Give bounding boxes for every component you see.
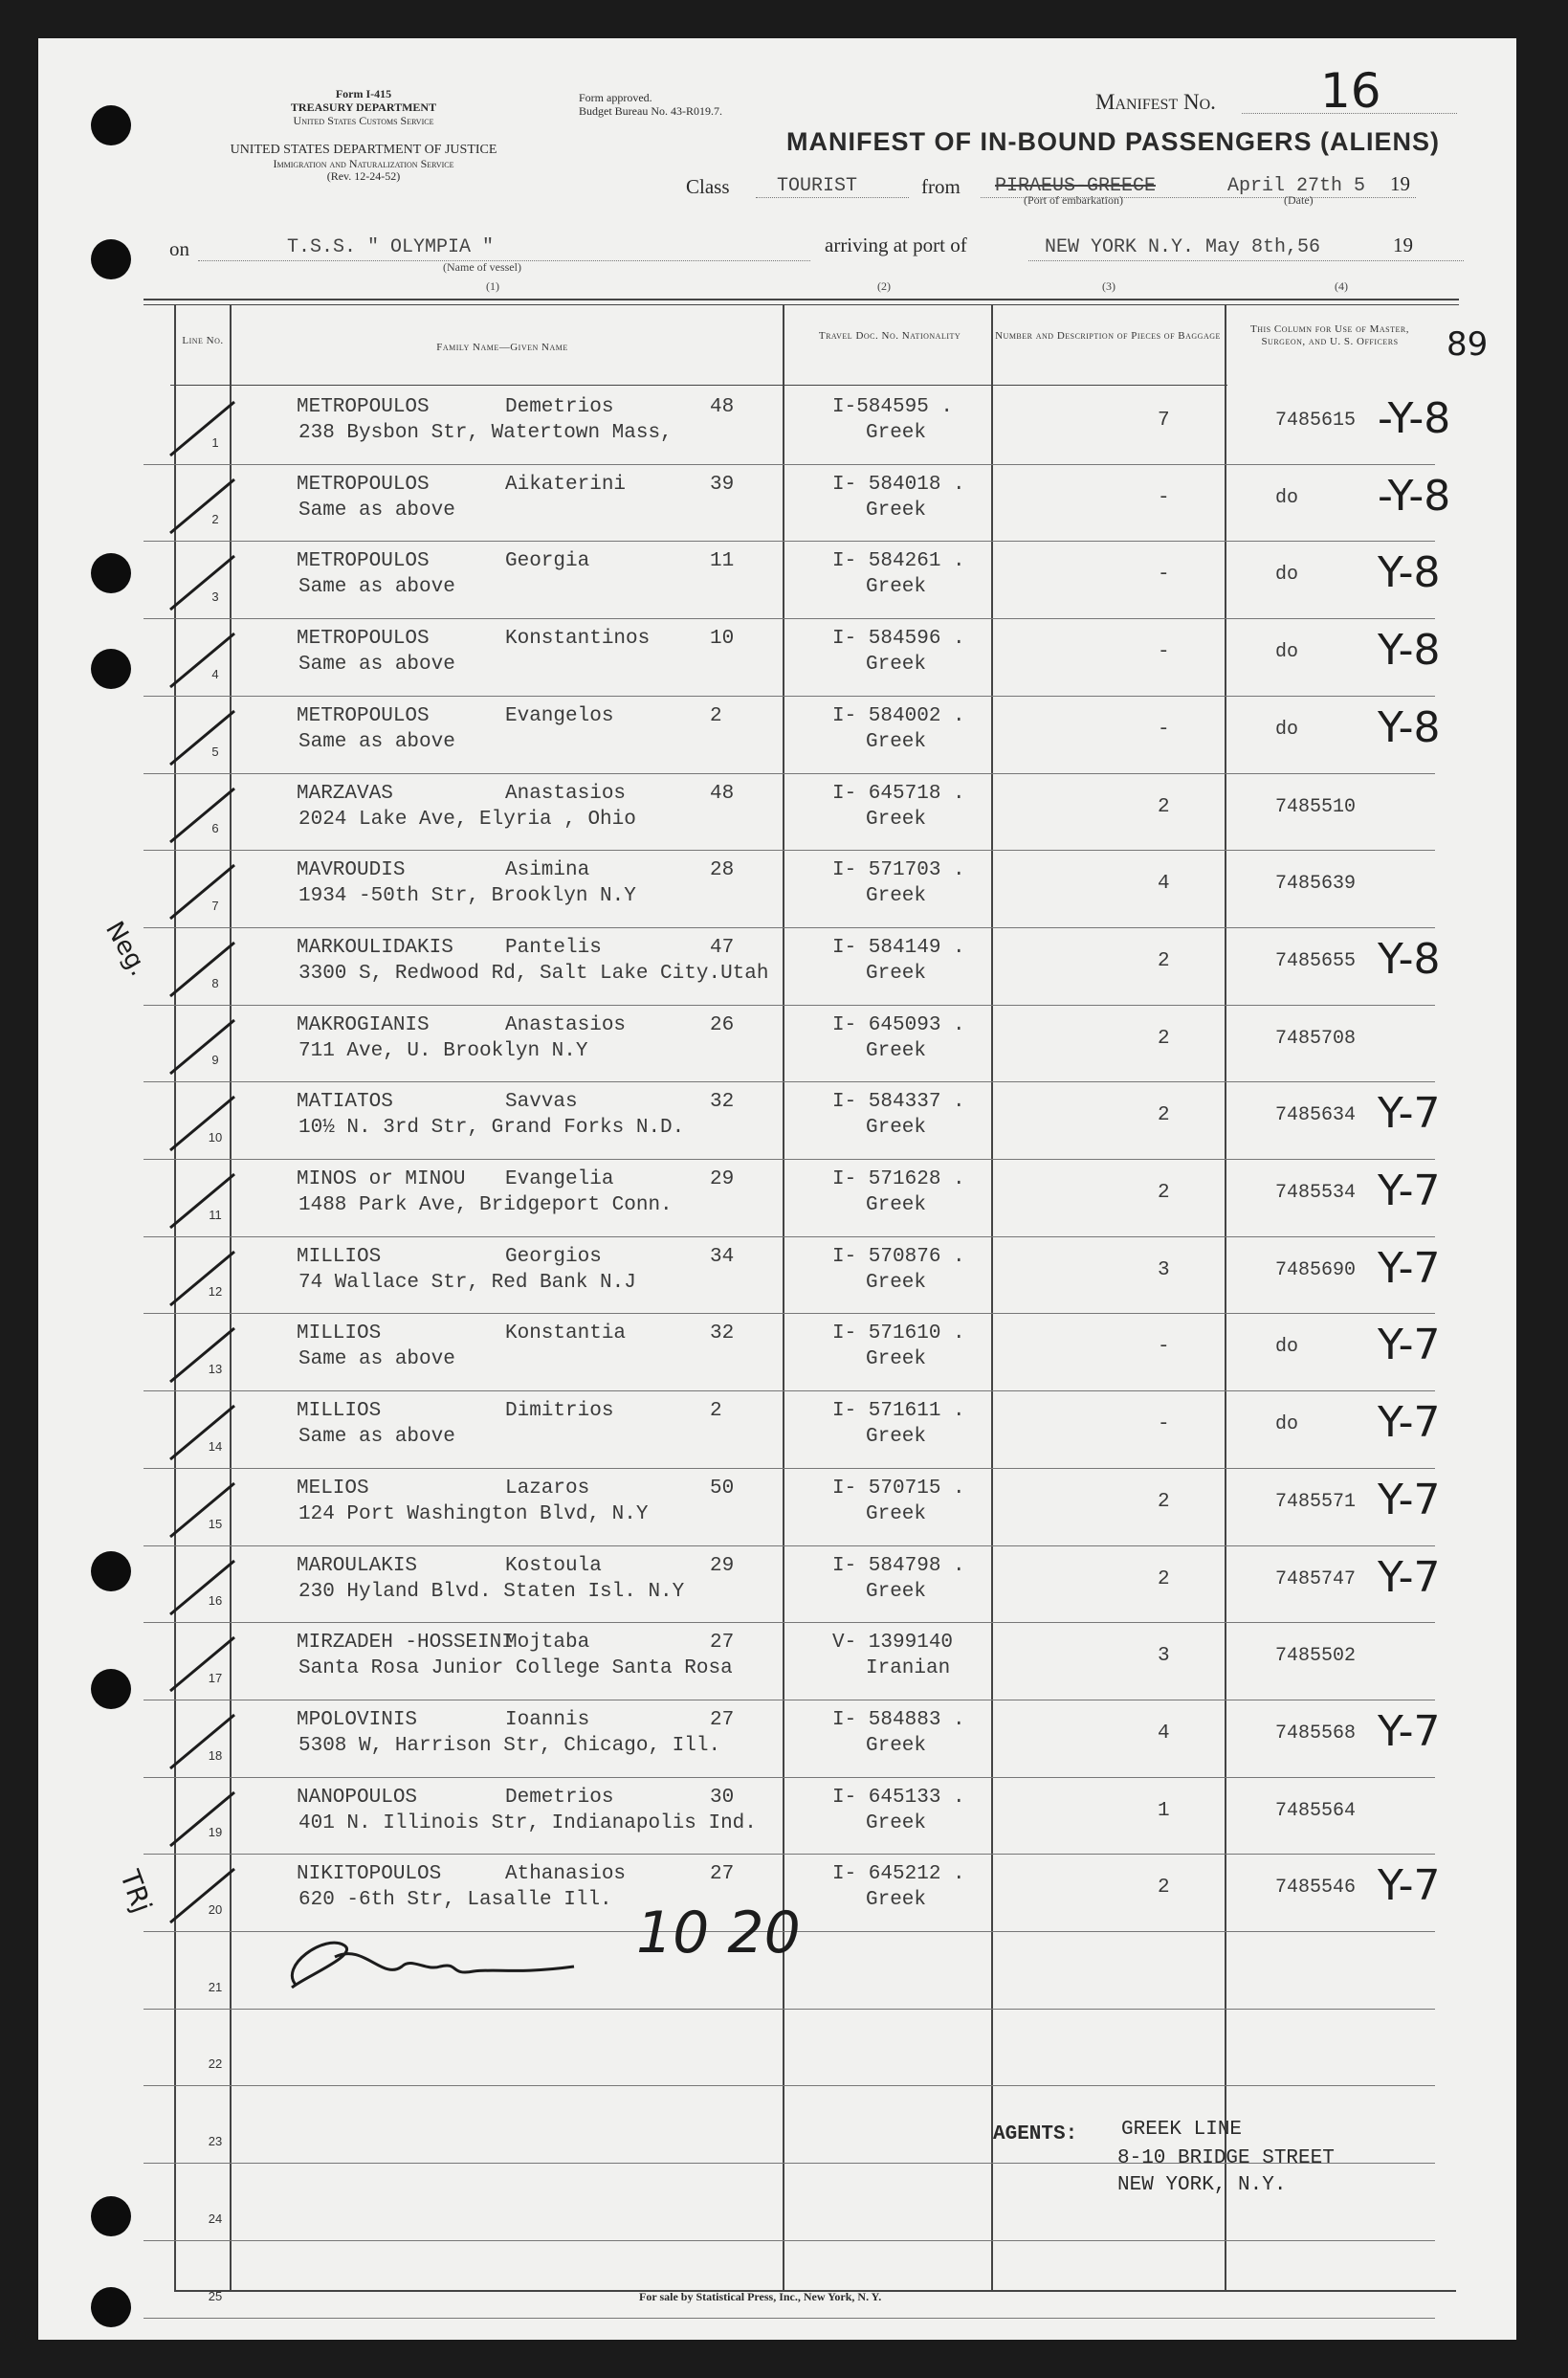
row-divider (144, 1005, 1435, 1006)
class-label: Class (686, 175, 730, 198)
baggage-count: 3 (1158, 1258, 1170, 1281)
line-number: 20 (208, 1902, 223, 1917)
manifest-title: MANIFEST OF IN-BOUND PASSENGERS (ALIENS) (786, 127, 1441, 156)
travel-doc-number: I-584595 . (832, 396, 954, 418)
col-num-2: (2) (877, 279, 891, 293)
agent-address: 8-10 BRIDGE STREET (1117, 2147, 1335, 2169)
punch-hole (91, 1669, 131, 1709)
corner-mark: 89 (1447, 325, 1489, 364)
travel-doc-number: I- 570876 . (832, 1245, 965, 1268)
vessel-name: T.S.S. " OLYMPIA " (287, 236, 495, 258)
from-label: from (921, 175, 961, 198)
col-num-3: (3) (1102, 279, 1115, 293)
officer-number: 7485534 (1275, 1182, 1357, 1204)
passenger-address: 1934 -50th Str, Brooklyn N.Y (298, 885, 636, 908)
nationality: Greek (866, 808, 927, 831)
inspection-mark: -Y-8 (1378, 394, 1451, 443)
line-number: 3 (211, 589, 219, 605)
officer-number: 7485634 (1275, 1104, 1357, 1127)
nationality: Greek (866, 1811, 927, 1834)
punch-hole (91, 2287, 131, 2327)
travel-doc-number: I- 571628 . (832, 1168, 965, 1190)
inspection-mark: Y-7 (1378, 1167, 1441, 1215)
baggage-count: 7 (1158, 410, 1170, 432)
passenger-surname: MELIOS (297, 1477, 369, 1500)
row-divider (144, 1468, 1435, 1469)
nationality: Greek (866, 962, 927, 985)
passenger-age: 29 (710, 1168, 735, 1190)
passenger-surname: MARKOULIDAKIS (297, 936, 453, 959)
line-number: 24 (208, 2211, 223, 2226)
check-mark (163, 474, 249, 541)
row-divider (144, 2009, 1435, 2010)
passenger-address: Same as above (298, 576, 455, 599)
line-number: 14 (208, 1438, 223, 1454)
passenger-address: 238 Bysbon Str, Watertown Mass, (298, 422, 673, 444)
line-number: 16 (208, 1593, 223, 1609)
ins-service: Immigration and Naturalization Service (273, 157, 454, 170)
baggage-count: 1 (1158, 1799, 1170, 1822)
passenger-surname: MATIATOS (297, 1091, 393, 1114)
passenger-address: 230 Hyland Blvd. Staten Isl. N.Y (298, 1580, 685, 1603)
passenger-given-name: Anastasios (505, 782, 627, 805)
passenger-age: 48 (710, 396, 735, 418)
passenger-address: 620 -6th Str, Lasalle Ill. (298, 1889, 612, 1912)
nationality: Greek (866, 1580, 927, 1603)
travel-doc-number: I- 584002 . (832, 704, 965, 727)
tally-mark: 10 20 (636, 1900, 801, 1967)
line-number: 10 (208, 1130, 223, 1145)
officer-number: 7485568 (1275, 1722, 1357, 1745)
officer-number: 7485639 (1275, 873, 1357, 896)
passenger-given-name: Konstantia (505, 1322, 627, 1345)
row-divider (144, 1313, 1435, 1314)
check-mark (163, 1555, 249, 1622)
line-number: 7 (211, 898, 219, 913)
baggage-count: 2 (1158, 1182, 1170, 1204)
line-number: 2 (211, 512, 219, 527)
treasury-dept: TREASURY DEPARTMENT (290, 100, 437, 114)
row-divider (144, 2085, 1435, 2086)
passenger-given-name: Mojtaba (505, 1632, 590, 1655)
printer-footer: For sale by Statistical Press, Inc., New York, N. Y. (639, 2290, 882, 2303)
travel-doc-number: I- 571703 . (832, 859, 965, 882)
passenger-address: 5308 W, Harrison Str, Chicago, Ill. (298, 1734, 721, 1757)
row-divider (144, 773, 1435, 774)
officer-number: do (1275, 1336, 1299, 1359)
officer-number: 7485708 (1275, 1027, 1357, 1050)
inspection-mark: Y-7 (1378, 1243, 1441, 1293)
inspection-mark: Y-7 (1378, 1321, 1441, 1370)
passenger-given-name: Kostoula (505, 1554, 602, 1577)
check-mark (163, 550, 249, 617)
passenger-age: 27 (710, 1632, 735, 1655)
on-label: on (169, 237, 189, 260)
nationality: Greek (866, 1426, 927, 1449)
date-caption: (Date) (1284, 193, 1314, 207)
passenger-surname: MILLIOS (297, 1400, 382, 1423)
check-mark (163, 783, 249, 850)
check-mark (163, 1246, 249, 1313)
passenger-age: 11 (710, 550, 735, 573)
vessel-caption: (Name of vessel) (443, 260, 521, 274)
passenger-given-name: Athanasios (505, 1863, 627, 1886)
year-suffix-2: 19 (1393, 233, 1413, 256)
baggage-count: 2 (1158, 1490, 1170, 1513)
line-number: 17 (208, 1670, 223, 1685)
nationality: Greek (866, 1271, 927, 1294)
passenger-address: 401 N. Illinois Str, Indianapolis Ind. (298, 1811, 757, 1834)
embarkation-date: April 27th 5 (1227, 175, 1366, 197)
officer-number: 7485615 (1275, 410, 1357, 432)
passenger-address: Same as above (298, 1348, 455, 1371)
line-number: 8 (211, 975, 219, 990)
passenger-surname: METROPOULOS (297, 628, 430, 651)
check-mark (163, 1709, 249, 1776)
check-mark (163, 1863, 249, 1930)
check-mark (163, 1322, 249, 1389)
nationality: Greek (866, 1117, 927, 1140)
passenger-surname: MARZAVAS (297, 782, 393, 805)
agents-label: AGENTS: (993, 2123, 1078, 2145)
punch-hole (91, 239, 131, 279)
row-divider (144, 1777, 1435, 1778)
travel-doc-number: I- 584596 . (832, 628, 965, 651)
passenger-age: 34 (710, 1245, 735, 1268)
passenger-surname: METROPOULOS (297, 704, 430, 727)
passenger-address: 124 Port Washington Blvd, N.Y (298, 1502, 649, 1525)
check-mark (163, 1091, 249, 1158)
nationality: Greek (866, 730, 927, 753)
passenger-age: 10 (710, 628, 735, 651)
margin-note-neg: Neg. (99, 917, 154, 982)
passenger-surname: MAVROUDIS (297, 859, 406, 882)
row-divider (144, 850, 1435, 851)
passenger-age: 2 (710, 704, 722, 727)
officer-number: do (1275, 1413, 1299, 1436)
row-divider (144, 696, 1435, 697)
arriving-label: arriving at port of (825, 233, 967, 256)
customs-service: United States Customs Service (293, 114, 434, 127)
passenger-given-name: Aikaterini (505, 473, 627, 496)
check-mark (163, 396, 249, 463)
row-divider (144, 618, 1435, 619)
passenger-age: 39 (710, 473, 735, 496)
check-mark (163, 1168, 249, 1235)
travel-doc-number: V- 1399140 (832, 1632, 954, 1655)
travel-doc-number: I- 645212 . (832, 1863, 965, 1886)
passenger-given-name: Georgios (505, 1245, 602, 1268)
inspection-mark: Y-7 (1378, 1552, 1441, 1602)
passenger-surname: MILLIOS (297, 1322, 382, 1345)
travel-doc-number: I- 584798 . (832, 1554, 965, 1577)
travel-doc-number: I- 645093 . (832, 1013, 965, 1036)
travel-doc-number: I- 584149 . (832, 936, 965, 959)
port-of-embarkation: PIRAEUS-GREECE (995, 175, 1157, 197)
line-number: 12 (208, 1284, 223, 1300)
passenger-age: 27 (710, 1863, 735, 1886)
passenger-surname: MINOS or MINOU (297, 1168, 466, 1190)
baggage-count: 4 (1158, 873, 1170, 896)
passenger-given-name: Anastasios (505, 1013, 627, 1036)
baggage-count: - (1158, 564, 1170, 587)
check-mark (163, 1400, 249, 1467)
inspection-mark: -Y-8 (1378, 471, 1451, 521)
line-number: 5 (211, 744, 219, 759)
baggage-count: - (1158, 486, 1170, 509)
col-header-officers: This Column for Use of Master, Surgeon, and U. S. Officers (1250, 323, 1409, 347)
baggage-count: - (1158, 1336, 1170, 1359)
travel-doc-number: I- 571610 . (832, 1322, 965, 1345)
officer-number: 7485571 (1275, 1490, 1357, 1513)
passenger-address: Santa Rosa Junior College Santa Rosa (298, 1657, 733, 1680)
travel-doc-number: I- 584883 . (832, 1708, 965, 1731)
passenger-address: Same as above (298, 730, 455, 753)
passenger-surname: NANOPOULOS (297, 1786, 418, 1809)
inspection-mark: Y-8 (1378, 934, 1441, 984)
check-mark (163, 628, 249, 695)
margin-note-tr: TRj (113, 1866, 159, 1917)
travel-doc-number: I- 645133 . (832, 1786, 965, 1809)
nationality: Greek (866, 1194, 927, 1216)
inspection-mark: Y-7 (1378, 1089, 1441, 1139)
travel-doc-number: I- 584337 . (832, 1091, 965, 1114)
class-value: TOURIST (777, 175, 858, 197)
passenger-age: 28 (710, 859, 735, 882)
inspection-mark: Y-7 (1378, 1475, 1441, 1524)
line-number: 1 (211, 434, 219, 450)
passenger-address: 10½ N. 3rd Str, Grand Forks N.D. (298, 1117, 685, 1140)
line-number: 18 (208, 1747, 223, 1763)
line-number: 9 (211, 1053, 219, 1068)
passenger-given-name: Demetrios (505, 396, 614, 418)
row-divider (144, 1081, 1435, 1082)
passenger-address: Same as above (298, 654, 455, 677)
manifest-number: 16 (1320, 63, 1381, 119)
passenger-surname: MPOLOVINIS (297, 1708, 418, 1731)
row-divider (144, 927, 1435, 928)
form-number: Form I-415 (335, 87, 392, 100)
nationality: Greek (866, 499, 927, 522)
check-mark (163, 859, 249, 926)
passenger-age: 29 (710, 1554, 735, 1577)
passenger-given-name: Evangelos (505, 704, 614, 727)
col-header-line-no: Line No. (182, 335, 224, 346)
row-divider (144, 1622, 1435, 1623)
col-num-1: (1) (486, 279, 499, 293)
passenger-address: Same as above (298, 499, 455, 522)
arrival-port-date: NEW YORK N.Y. May 8th,56 (1045, 236, 1321, 258)
nationality: Greek (866, 1039, 927, 1062)
officer-number: do (1275, 718, 1299, 741)
budget-bureau: Budget Bureau No. 43-R019.7. (579, 104, 722, 118)
passenger-age: 27 (710, 1708, 735, 1731)
row-divider (144, 1236, 1435, 1237)
col-num-4: (4) (1335, 279, 1348, 293)
passenger-age: 26 (710, 1013, 735, 1036)
passenger-address: 1488 Park Ave, Bridgeport Conn. (298, 1194, 673, 1216)
line-number: 25 (208, 2288, 223, 2303)
passenger-given-name: Dimitrios (505, 1400, 614, 1423)
row-divider (144, 2318, 1435, 2319)
nationality: Greek (866, 885, 927, 908)
inspection-mark: Y-8 (1378, 702, 1441, 752)
row-divider (144, 1390, 1435, 1391)
passenger-age: 32 (710, 1091, 735, 1114)
travel-doc-number: I- 584018 . (832, 473, 965, 496)
passenger-surname: MAROULAKIS (297, 1554, 418, 1577)
baggage-count: - (1158, 718, 1170, 741)
officer-number: 7485564 (1275, 1799, 1357, 1822)
check-mark (163, 1478, 249, 1545)
row-divider (144, 1854, 1435, 1855)
nationality: Greek (866, 654, 927, 677)
row-divider (144, 2240, 1435, 2241)
punch-hole (91, 649, 131, 689)
passenger-surname: METROPOULOS (297, 396, 430, 418)
passenger-age: 47 (710, 936, 735, 959)
passenger-age: 50 (710, 1477, 735, 1500)
baggage-count: 2 (1158, 795, 1170, 818)
baggage-count: 3 (1158, 1645, 1170, 1668)
agent-name: GREEK LINE (1121, 2119, 1243, 2141)
port-embark-caption: (Port of embarkation) (1024, 193, 1123, 207)
officer-number: 7485546 (1275, 1877, 1357, 1900)
nationality: Greek (866, 1734, 927, 1757)
passenger-given-name: Lazaros (505, 1477, 590, 1500)
line-number: 15 (208, 1516, 223, 1531)
officer-number: 7485690 (1275, 1258, 1357, 1281)
revision: (Rev. 12-24-52) (326, 169, 401, 183)
passenger-surname: METROPOULOS (297, 550, 430, 573)
passenger-given-name: Evangelia (505, 1168, 614, 1190)
passenger-surname: METROPOULOS (297, 473, 430, 496)
travel-doc-number: I- 571611 . (832, 1400, 965, 1423)
line-number: 13 (208, 1362, 223, 1377)
baggage-count: 2 (1158, 1877, 1170, 1900)
line-number: 11 (209, 1207, 222, 1222)
passenger-address: 74 Wallace Str, Red Bank N.J (298, 1271, 636, 1294)
line-number: 23 (208, 2134, 223, 2149)
officer-number: 7485747 (1275, 1567, 1357, 1590)
officer-number: do (1275, 564, 1299, 587)
agent-city: NEW YORK, N.Y. (1117, 2174, 1287, 2196)
officer-number: do (1275, 486, 1299, 509)
nationality: Iranian (866, 1657, 951, 1680)
passenger-age: 32 (710, 1322, 735, 1345)
passenger-age: 30 (710, 1786, 735, 1809)
row-divider (144, 541, 1435, 542)
passenger-surname: NIKITOPOULOS (297, 1863, 442, 1886)
nationality: Greek (866, 576, 927, 599)
passenger-given-name: Asimina (505, 859, 590, 882)
officer-number: do (1275, 641, 1299, 664)
officer-number: 7485502 (1275, 1645, 1357, 1668)
col-header-name: Family Name—Given Name (436, 342, 568, 353)
col-header-travel-doc: Travel Doc. No. Nationality (818, 330, 961, 342)
baggage-count: - (1158, 1413, 1170, 1436)
nationality: Greek (866, 1348, 927, 1371)
baggage-count: 4 (1158, 1722, 1170, 1745)
passenger-surname: MILLIOS (297, 1245, 382, 1268)
punch-hole (91, 2196, 131, 2236)
passenger-given-name: Demetrios (505, 1786, 614, 1809)
passenger-age: 2 (710, 1400, 722, 1423)
nationality: Greek (866, 422, 927, 444)
year-suffix: 19 (1390, 172, 1410, 195)
manifest-no-label: Manifest No. (1095, 90, 1216, 114)
form-approved: Form approved. (579, 91, 652, 104)
nationality: Greek (866, 1889, 927, 1912)
passenger-surname: MAKROGIANIS (297, 1013, 430, 1036)
check-mark (163, 1014, 249, 1081)
inspection-mark: Y-8 (1378, 626, 1441, 676)
inspection-mark: Y-7 (1378, 1398, 1441, 1448)
passenger-address: 711 Ave, U. Brooklyn N.Y (298, 1039, 588, 1062)
check-mark (163, 705, 249, 772)
line-number: 19 (208, 1825, 223, 1840)
punch-hole (91, 1551, 131, 1591)
passenger-surname: MIRZADEH -HOSSEINI (297, 1632, 514, 1655)
line-number: 6 (211, 821, 219, 836)
col-header-baggage: Number and Description of Pieces of Baggage (995, 330, 1221, 342)
line-number: 4 (211, 666, 219, 681)
punch-hole (91, 553, 131, 593)
passenger-given-name: Savvas (505, 1091, 578, 1114)
passenger-address: 3300 S, Redwood Rd, Salt Lake City.Utah (298, 962, 769, 985)
passenger-address: 2024 Lake Ave, Elyria , Ohio (298, 808, 636, 831)
check-mark (163, 1787, 249, 1854)
row-divider (144, 464, 1435, 465)
baggage-count: 2 (1158, 1567, 1170, 1590)
justice-dept: UNITED STATES DEPARTMENT OF JUSTICE (230, 143, 497, 157)
passenger-age: 48 (710, 782, 735, 805)
passenger-address: Same as above (298, 1426, 455, 1449)
row-divider (144, 1545, 1435, 1546)
passenger-given-name: Ioannis (505, 1708, 590, 1731)
punch-hole (91, 105, 131, 145)
baggage-count: - (1158, 641, 1170, 664)
check-mark (163, 1632, 249, 1699)
inspection-mark: Y-7 (1378, 1706, 1441, 1756)
line-number: 22 (208, 2056, 223, 2072)
baggage-count: 2 (1158, 1104, 1170, 1127)
nationality: Greek (866, 1502, 927, 1525)
officer-number: 7485655 (1275, 949, 1357, 972)
row-divider (144, 1159, 1435, 1160)
travel-doc-number: I- 645718 . (832, 782, 965, 805)
passenger-given-name: Konstantinos (505, 628, 651, 651)
baggage-count: 2 (1158, 1027, 1170, 1050)
check-mark (163, 937, 249, 1004)
travel-doc-number: I- 584261 . (832, 550, 965, 573)
passenger-given-name: Pantelis (505, 936, 602, 959)
inspection-mark: Y-8 (1378, 548, 1441, 598)
inspection-mark: Y-7 (1378, 1861, 1441, 1911)
inspector-signature (268, 1928, 593, 1995)
passenger-given-name: Georgia (505, 550, 590, 573)
officer-number: 7485510 (1275, 795, 1357, 818)
line-number: 21 (208, 1979, 223, 1994)
baggage-count: 2 (1158, 949, 1170, 972)
travel-doc-number: I- 570715 . (832, 1477, 965, 1500)
